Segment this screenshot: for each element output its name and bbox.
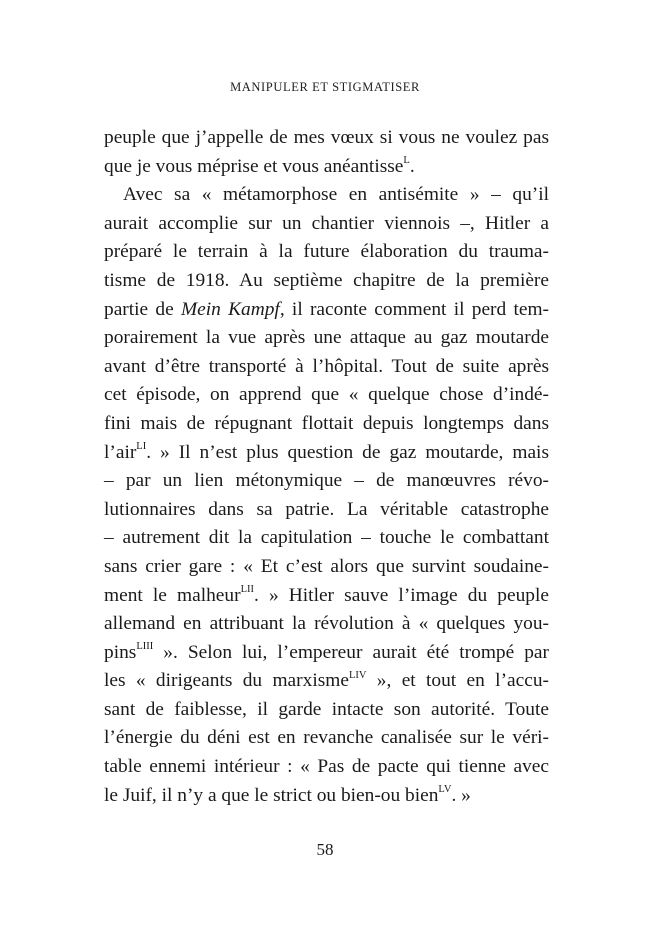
text-line [104, 238, 549, 267]
text-line [104, 353, 549, 382]
text-run: tisme de 1918. Au septième chapitre de la première [104, 269, 549, 291]
text-run: ment le malheur [104, 584, 241, 606]
text-run: Avec sa « métamorphose en antisémite » – qu’il [123, 184, 549, 206]
footnote-ref: LV [438, 784, 452, 796]
text-run: cet épisode, on apprend que « quelque chose d’indé- [104, 384, 549, 406]
footnote-ref: LIII [136, 641, 154, 653]
text-run: aurait accomplie sur un chantier viennois –, Hitler a [104, 212, 549, 234]
text-line [104, 381, 549, 410]
text-run: sans crier gare : « Et c’est alors que survint soudaine- [104, 555, 549, 577]
text-line [104, 610, 549, 639]
text-run: les « dirigeants du marxisme [104, 670, 349, 692]
text-line [104, 524, 549, 553]
page-number: 58 [316, 840, 334, 859]
text-run: l’air [104, 441, 137, 463]
footnote-ref: L [403, 155, 410, 167]
text-line [104, 753, 549, 782]
text-run: que je vous méprise et vous anéantisse [104, 155, 404, 177]
text-run: , il raconte comment il perd tem- [279, 298, 550, 320]
text-line [104, 582, 549, 611]
text-run: préparé le terrain à la future élaboration du trauma- [104, 241, 549, 263]
text-run: peuple que j’appelle de mes vœux si vous ne voulez pas [104, 127, 549, 148]
text-run: ». Selon lui, l’empereur aurait été trompé par [153, 641, 549, 663]
text-run: allemand en attribuant la révolution à « quelques you- [104, 613, 549, 635]
text-line [104, 267, 549, 296]
text-line [104, 410, 549, 439]
text-run: le Juif, il n’y a que le strict ou bien-ou bien [104, 784, 439, 806]
footnote-ref: LIV [348, 669, 367, 681]
text-run: sant de faiblesse, il garde intacte son autorité. Toute [104, 698, 549, 720]
italic-title: Mein Kampf [180, 298, 280, 320]
text-line [104, 496, 549, 525]
text-run: porairement la vue après une attaque au gaz moutarde [104, 327, 549, 349]
text-run: table ennemi intérieur : « Pas de pacte qui tienne avec [104, 756, 549, 778]
text-run: . [409, 155, 415, 177]
text-run: pins [104, 641, 137, 663]
text-run: avant d’être transporté à l’hôpital. Tout de suite après [104, 355, 549, 377]
text-line [104, 181, 549, 210]
footnote-ref: LII [240, 584, 254, 596]
text-run: . » Il n’est plus question de gaz moutarde, mais [146, 441, 549, 463]
text-line [104, 467, 549, 496]
text-line [104, 153, 549, 182]
text-line [104, 667, 549, 696]
text-line [104, 439, 549, 468]
body-text [104, 124, 549, 810]
text-line [104, 210, 549, 239]
running-head: MANIPULER ET STIGMATISER [230, 80, 420, 94]
text-run: », et tout en l’accu- [366, 670, 550, 692]
text-run: fini mais de répugnant flottait depuis longtemps dans [104, 412, 549, 434]
text-run: lutionnaires dans sa patrie. La véritable catastrophe [104, 498, 549, 520]
text-line [104, 696, 549, 725]
text-line [104, 553, 549, 582]
footnote-ref: LI [136, 441, 147, 453]
text-run: – autrement dit la capitulation – touche le combattant [104, 527, 549, 549]
text-line [104, 324, 549, 353]
text-line [104, 782, 549, 811]
text-line [104, 724, 549, 753]
text-run: . » Hitler sauve l’image du peuple [253, 584, 549, 606]
text-run: – par un lien métonymique – de manœuvres révo- [104, 470, 549, 492]
text-line [104, 639, 549, 668]
text-run: partie de [104, 298, 181, 320]
text-run: l’énergie du déni est en revanche canalisée sur le véri- [104, 727, 549, 749]
text-run: . » [451, 784, 471, 806]
text-line [104, 296, 549, 325]
text-line [104, 124, 549, 153]
